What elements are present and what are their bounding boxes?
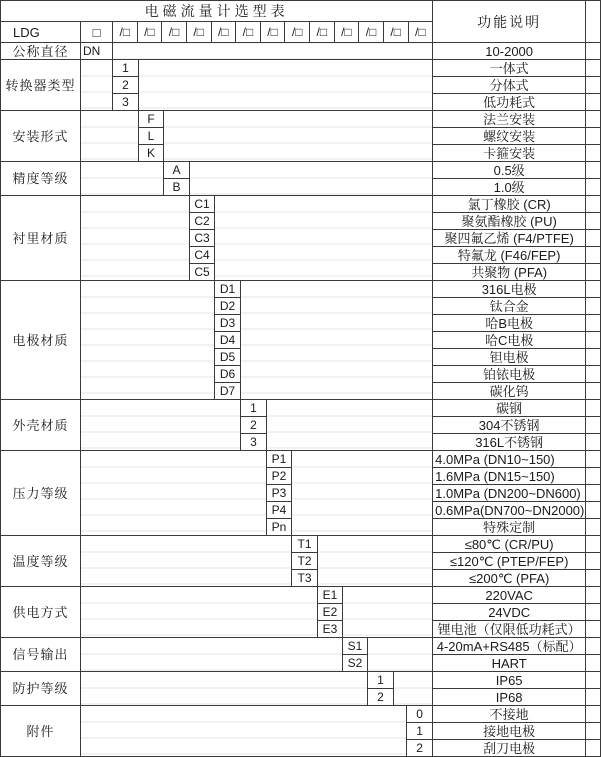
desc-cell: 不接地 [433,706,586,723]
margin-cell [586,536,601,553]
code-cell: F [139,111,164,128]
empty-area [81,111,139,162]
margin-cell [586,451,601,468]
margin-cell [586,179,601,196]
desc-cell: 哈C电极 [433,332,586,349]
code-cell: C3 [190,230,215,247]
code-cell: S1 [343,638,368,655]
desc-cell: 220VAC [433,587,586,604]
empty-area [81,196,190,281]
section-label: 安装形式 [1,111,81,162]
empty-area [241,281,433,400]
desc-cell: 10-2000 [433,43,586,60]
margin-cell [586,706,601,723]
margin-cell [586,298,601,315]
empty-area [81,400,241,451]
margin-cell [586,740,601,757]
code-cell: P3 [267,485,292,502]
empty-area [113,43,433,60]
model-slot: /□ [137,22,162,42]
desc-cell: 铂铱电极 [433,366,586,383]
desc-cell: 1.6MPa (DN15~150) [433,468,586,485]
section-label: 电极材质 [1,281,81,400]
desc-cell: 聚四氟乙烯 (F4/PTFE) [433,230,586,247]
code-cell: D5 [215,349,241,366]
margin-cell [586,638,601,655]
section-label: 温度等级 [1,536,81,587]
margin-cell [586,604,601,621]
desc-cell: 0.5级 [433,162,586,179]
margin-cell [586,519,601,536]
code-cell: DN [81,43,113,60]
section-label: 压力等级 [1,451,81,536]
table-title: 电磁流量计选型表 [1,1,433,22]
empty-area [292,451,433,536]
margin-cell [586,502,601,519]
code-cell: 2 [113,77,139,94]
empty-area [81,451,267,536]
model-slot: /□ [383,22,408,42]
empty-area [81,672,368,706]
empty-area [343,587,433,638]
model-fill-box: □ [81,22,113,43]
desc-cell: 一体式 [433,60,586,77]
desc-cell: 碳化钨 [433,383,586,400]
margin-cell [586,315,601,332]
code-cell: C2 [190,213,215,230]
section-label: 外壳材质 [1,400,81,451]
margin-cell [586,43,601,60]
margin-cell [586,655,601,672]
desc-cell: 4.0MPa (DN10~150) [433,451,586,468]
code-cell: 1 [113,60,139,77]
desc-cell: 1.0级 [433,179,586,196]
code-cell: K [139,145,164,162]
code-cell: 2 [407,740,433,757]
desc-cell: IP68 [433,689,586,706]
model-prefix: LDG [1,22,81,43]
code-cell: 1 [241,400,267,417]
empty-area [139,60,433,111]
desc-cell: 氯丁橡胶 (CR) [433,196,586,213]
empty-area [190,162,433,196]
margin-cell [586,213,601,230]
code-cell: T2 [292,553,318,570]
code-cell: S2 [343,655,368,672]
model-slot: /□ [211,22,236,42]
code-cell: 1 [368,672,394,689]
empty-area [394,672,433,706]
empty-area [81,587,318,638]
desc-cell: HART [433,655,586,672]
empty-area [81,706,407,757]
code-cell: P1 [267,451,292,468]
margin-cell [586,264,601,281]
margin-cell [586,196,601,213]
section-label: 防护等级 [1,672,81,706]
code-cell: 3 [113,94,139,111]
desc-cell: 特氟龙 (F46/FEP) [433,247,586,264]
empty-area [81,638,343,672]
model-slot: /□ [161,22,186,42]
margin-cell [586,77,601,94]
margin-cell [586,689,601,706]
code-cell: 3 [241,434,267,451]
desc-cell: 碳钢 [433,400,586,417]
margin-cell [586,553,601,570]
function-desc-header: 功能说明 [433,1,586,43]
code-cell: D1 [215,281,241,298]
code-cell: P2 [267,468,292,485]
desc-cell: 共聚物 (PFA) [433,264,586,281]
margin-cell [586,434,601,451]
model-slot: /□ [334,22,359,42]
model-slot: /□ [284,22,309,42]
desc-cell: 刮刀电极 [433,740,586,757]
desc-cell: 聚氨酯橡胶 (PU) [433,213,586,230]
margin-cell [586,621,601,638]
code-cell: B [164,179,190,196]
code-cell: D2 [215,298,241,315]
section-label: 附件 [1,706,81,757]
model-slot: /□ [408,22,433,42]
desc-cell: 分体式 [433,77,586,94]
model-slot: /□ [358,22,383,42]
code-cell: 2 [241,417,267,434]
empty-area [368,638,433,672]
margin-cell [586,145,601,162]
margin-cell [586,400,601,417]
model-slot: /□ [119,25,131,39]
margin-cell [586,111,601,128]
desc-cell: 螺纹安装 [433,128,586,145]
desc-cell: 特殊定制 [433,519,586,536]
empty-area [81,281,215,400]
code-cell: T1 [292,536,318,553]
desc-cell: 316L电极 [433,281,586,298]
code-cell: Pn [267,519,292,536]
margin-cell [586,281,601,298]
margin-cell [586,723,601,740]
margin-cell [586,485,601,502]
code-cell: T3 [292,570,318,587]
code-cell: C1 [190,196,215,213]
margin-cell [586,1,601,43]
desc-cell: 0.6MPa(DN700~DN2000) [433,502,586,519]
code-cell: E3 [318,621,343,638]
section-label: 信号输出 [1,638,81,672]
desc-cell: 钽电极 [433,349,586,366]
section-label: 供电方式 [1,587,81,638]
empty-area [267,400,433,451]
desc-cell: 1.0MPa (DN200~DN600) [433,485,586,502]
desc-cell: 锂电池（仅限低功耗式） [433,621,586,638]
margin-cell [586,366,601,383]
code-cell: P4 [267,502,292,519]
model-slot: /□ [186,22,211,42]
desc-cell: 24VDC [433,604,586,621]
desc-cell: 4-20mA+RS485（标配） [433,638,586,655]
margin-cell [586,570,601,587]
desc-cell: ≤200℃ (PFA) [433,570,586,587]
code-cell: C4 [190,247,215,264]
code-cell: E1 [318,587,343,604]
desc-cell: ≤80℃ (CR/PU) [433,536,586,553]
desc-cell: 接地电极 [433,723,586,740]
empty-area [81,536,292,587]
code-cell: L [139,128,164,145]
code-cell: D4 [215,332,241,349]
empty-area [215,196,433,281]
margin-cell [586,332,601,349]
desc-cell: 316L不锈钢 [433,434,586,451]
desc-cell: IP65 [433,672,586,689]
model-slot: /□ [235,22,260,42]
model-slot-row [113,22,433,43]
margin-cell [586,383,601,400]
code-cell: D3 [215,315,241,332]
section-label: 转换器类型 [1,60,81,111]
margin-cell [586,128,601,145]
empty-area [81,162,164,196]
code-cell: C5 [190,264,215,281]
margin-cell [586,94,601,111]
margin-cell [586,247,601,264]
code-cell: 0 [407,706,433,723]
model-slot: /□ [309,22,334,42]
margin-cell [586,60,601,77]
code-cell: D7 [215,383,241,400]
code-cell: E2 [318,604,343,621]
margin-cell [586,468,601,485]
margin-cell [586,230,601,247]
code-cell: 2 [368,689,394,706]
margin-cell [586,349,601,366]
model-slot: /□ [260,22,285,42]
empty-area [318,536,433,587]
empty-area [81,60,113,111]
margin-cell [586,587,601,604]
desc-cell: ≤120℃ (PTEP/FEP) [433,553,586,570]
desc-cell: 低功耗式 [433,94,586,111]
code-cell: A [164,162,190,179]
margin-cell [586,162,601,179]
code-cell: D6 [215,366,241,383]
code-cell: 1 [407,723,433,740]
desc-cell: 钛合金 [433,298,586,315]
desc-cell: 哈B电极 [433,315,586,332]
desc-cell: 304不锈钢 [433,417,586,434]
desc-cell: 法兰安装 [433,111,586,128]
section-label: 衬里材质 [1,196,81,281]
section-label: 公称直径 [1,43,81,60]
section-label: 精度等级 [1,162,81,196]
margin-cell [586,672,601,689]
empty-area [164,111,433,162]
margin-cell [586,417,601,434]
desc-cell: 卡箍安装 [433,145,586,162]
